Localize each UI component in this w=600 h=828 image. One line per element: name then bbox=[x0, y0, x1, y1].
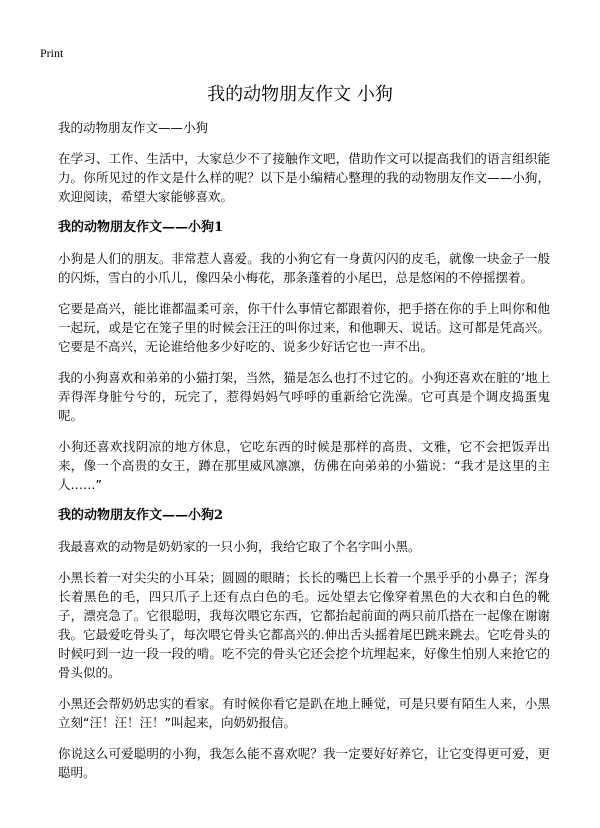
paragraph: 它要是高兴，能比谁都温柔可亲，你干什么事情它都跟着你，把手搭在你的手上叫你和他一起玩，或是它在笼子里的时候会汪汪的叫你过来，和他聊天、说话。这可都是凭高兴。它要是不高兴，无论谁给他多少好吃的、说多少好话它也一声不出。 bbox=[58, 301, 550, 354]
intro-paragraph: 在学习、工作、生活中，大家总少不了接触作文吧，借助作文可以提高我们的语言组织能力。你所见过的作文是什么样的呢？以下是小编精心整理的我的动物朋友作文——小狗，欢迎阅读，希望大家能够喜欢。 bbox=[58, 151, 550, 204]
article-body bbox=[58, 118, 550, 794]
paragraph: 小黑长着一对尖尖的小耳朵；圆圆的眼睛；长长的嘴巴上长着一个黑乎乎的小鼻子；浑身长着黑色的毛，四只爪子上还有点白色的毛。远处望去它像穿着黑色的大衣和白色的靴子，漂亮急了。它很聪明，我每次喂它东西，它都抬起前面的两只前爪搭在一起像在谢谢我。它最爱吃骨头了，每次喂它骨头它都高兴的.伸出舌头摇着尾巴跳来跳去。它吃骨头的时候叼到一边一段一段的啃。吃不完的骨头它还会挖个坑埋起来，好像生怕别人来抢它的骨头似的。 bbox=[58, 570, 550, 680]
section-heading-2: 我的动物朋友作文——小狗2 bbox=[58, 508, 224, 523]
paragraph: 你说这么可爱聪明的小狗，我怎么能不喜欢呢？我一定要好好养它，让它变得更可爱，更聪明。 bbox=[58, 746, 550, 780]
paragraph: 小狗是人们的朋友。非常惹人喜爱。我的小狗它有一身黄闪闪的皮毛，就像一块金子一般的闪烁，雪白的小爪儿，像四朵小梅花，那条蓬着的小尾巴，总是悠闲的不停摇摆着。 bbox=[58, 251, 550, 285]
section-heading-1: 我的动物朋友作文——小狗1 bbox=[58, 220, 224, 235]
paragraph: 小狗还喜欢找阴凉的地方休息，它吃东西的时候是那样的高贵、文雅，它不会把饭弄出来，像一个高贵的女王，蹲在那里威风凛凛，仿佛在向弟弟的小猫说：“我才是这里的主人……” bbox=[58, 439, 550, 492]
paragraph: 我的小狗喜欢和弟弟的小猫打架，当然，猫是怎么也打不过它的。小狗还喜欢在脏的’地上弄得浑身脏兮兮的，玩完了，惹得妈妈气呼呼的重新给它洗澡。它可真是个调皮捣蛋鬼呢。 bbox=[58, 370, 550, 423]
paragraph: 我最喜欢的动物是奶奶家的一只小狗，我给它取了个名字叫小黑。 bbox=[58, 539, 421, 554]
paragraph: 小黑还会帮奶奶忠实的看家。有时候你看它是趴在地上睡觉，可是只要有陌生人来，小黑立刻“汪！汪！汪！”叫起来，向奶奶报信。 bbox=[58, 696, 550, 730]
intro-heading: 我的动物朋友作文——小狗 bbox=[58, 120, 209, 135]
page-title: 我的动物朋友作文 小狗 bbox=[207, 84, 393, 105]
print-link[interactable]: Print bbox=[40, 46, 64, 60]
